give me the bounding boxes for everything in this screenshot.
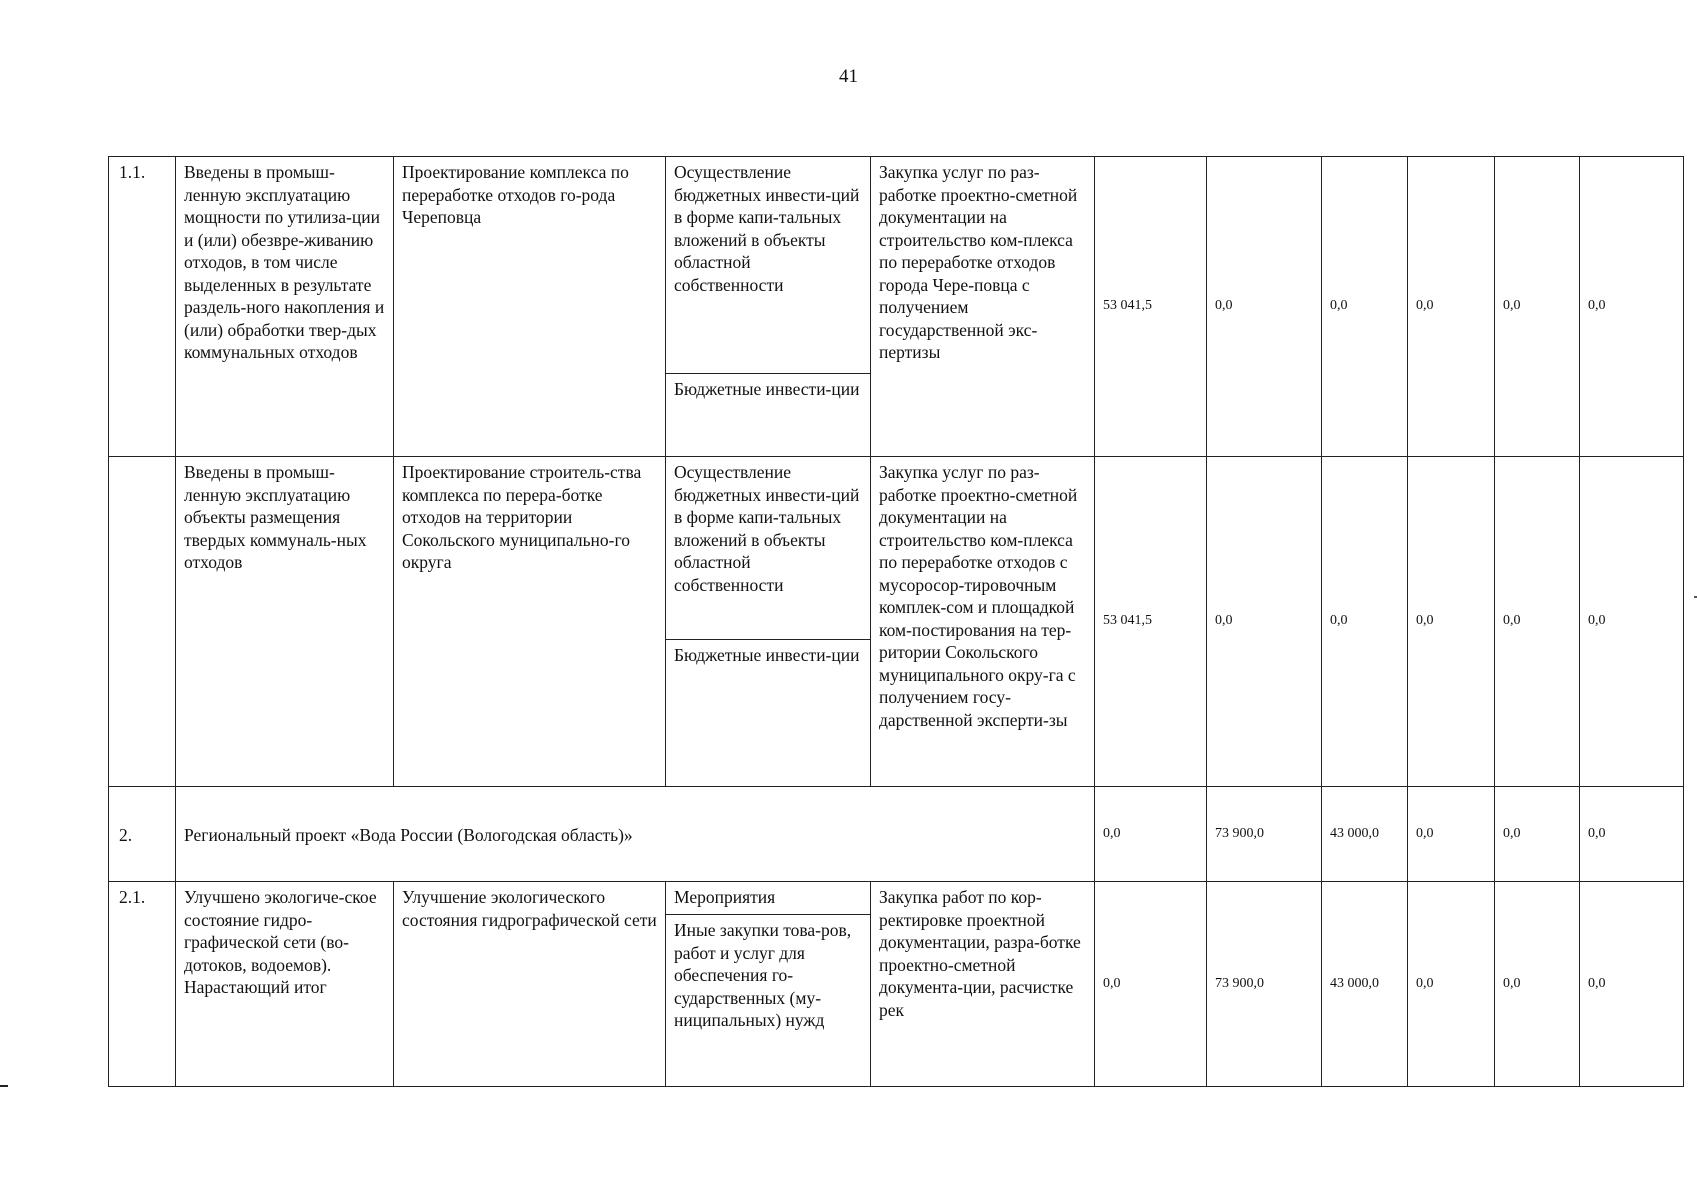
expense-type-cell xyxy=(666,157,871,457)
purchase-cell: Закупка услуг по раз-работке проектно-сметной документации на строительство ком-плекса по переработке отходов с мусоросор-тировочным комплек-сом и площадкой ком-постирования на тер-ритории Сокольского муниципального окру-га с получением госу-дарственной эксперти-зы xyxy=(871,457,1095,787)
expense-type-sub: Бюджетные инвести-ции xyxy=(666,373,870,456)
regional-project-title: Региональный проект «Вода России (Вологодская область)» xyxy=(176,787,1095,882)
table-row xyxy=(109,157,1684,457)
value-cell: 0,0 xyxy=(1207,157,1322,457)
table-row xyxy=(109,882,1684,1087)
result-cell: Введены в промыш-ленную эксплуатацию мощности по утилиза-ции и (или) обезвре-живанию отходов, в том числе выделенных в результате раздель-ного накопления и (или) обработки твер-дых коммунальных отходов xyxy=(176,157,394,457)
value-cell: 0,0 xyxy=(1580,787,1684,882)
value-cell: 73 900,0 xyxy=(1207,882,1322,1087)
value-cell: 0,0 xyxy=(1408,787,1495,882)
expense-type-main: Мероприятия xyxy=(674,887,776,907)
table-row xyxy=(109,457,1684,787)
value-cell: 0,0 xyxy=(1322,457,1408,787)
expense-type-main: Осуществление бюджетных инвести-ций в форме капи-тальных вложений в объекты областной собственности xyxy=(674,162,860,295)
object-cell: Улучшение экологического состояния гидрографической сети xyxy=(394,882,666,1087)
purchase-cell: Закупка работ по кор-ректировке проектной документации, разра-ботке проектно-сметной документа-ции, расчистке рек xyxy=(871,882,1095,1087)
row-index: 1.1. xyxy=(109,157,176,457)
object-cell: Проектирование комплекса по переработке отходов го-рода Череповца xyxy=(394,157,666,457)
value-cell: 0,0 xyxy=(1495,882,1580,1087)
value-cell: 0,0 xyxy=(1580,157,1684,457)
value-cell: 43 000,0 xyxy=(1322,787,1408,882)
page-number: 41 xyxy=(839,66,858,87)
value-cell: 0,0 xyxy=(1408,882,1495,1087)
value-cell: 0,0 xyxy=(1322,157,1408,457)
budget-table xyxy=(108,156,1684,1087)
expense-type-sub: Иные закупки това-ров, работ и услуг для обеспечения го-сударственных (му-ниципальных) нужд xyxy=(666,914,870,1086)
value-cell: 0,0 xyxy=(1495,457,1580,787)
value-cell: 0,0 xyxy=(1095,787,1207,882)
expense-type-sub: Бюджетные инвести-ции xyxy=(666,639,870,786)
result-cell: Улучшено экологиче-ское состояние гидро-графической сети (во-дотоков, водоемов). Нарастающий итог xyxy=(176,882,394,1087)
value-cell: 0,0 xyxy=(1408,157,1495,457)
value-cell: 43 000,0 xyxy=(1322,882,1408,1087)
expense-type-cell xyxy=(666,457,871,787)
row-index: 2.1. xyxy=(109,882,176,1087)
value-cell: 0,0 xyxy=(1580,457,1684,787)
scan-edge-mark xyxy=(0,1085,8,1087)
value-cell: 53 041,5 xyxy=(1095,157,1207,457)
table-row xyxy=(109,787,1684,882)
value-cell: 0,0 xyxy=(1095,882,1207,1087)
result-cell: Введены в промыш-ленную эксплуатацию объекты размещения твердых коммуналь-ных отходов xyxy=(176,457,394,787)
row-index xyxy=(109,457,176,787)
value-cell: 0,0 xyxy=(1495,787,1580,882)
value-cell: 0,0 xyxy=(1408,457,1495,787)
value-cell: 0,0 xyxy=(1495,157,1580,457)
value-cell: 73 900,0 xyxy=(1207,787,1322,882)
expense-type-main: Осуществление бюджетных инвести-ций в форме капи-тальных вложений в объекты областной собственности xyxy=(674,462,860,595)
value-cell: 53 041,5 xyxy=(1095,457,1207,787)
value-cell: 0,0 xyxy=(1207,457,1322,787)
expense-type-cell xyxy=(666,882,871,1087)
row-index: 2. xyxy=(109,787,176,882)
object-cell: Проектирование строитель-ства комплекса по перера-ботке отходов на территории Сокольского муниципально-го округа xyxy=(394,457,666,787)
value-cell: 0,0 xyxy=(1580,882,1684,1087)
purchase-cell: Закупка услуг по раз-работке проектно-сметной документации на строительство ком-плекса по переработке отходов города Чере-повца с получением государственной экс-пертизы xyxy=(871,157,1095,457)
